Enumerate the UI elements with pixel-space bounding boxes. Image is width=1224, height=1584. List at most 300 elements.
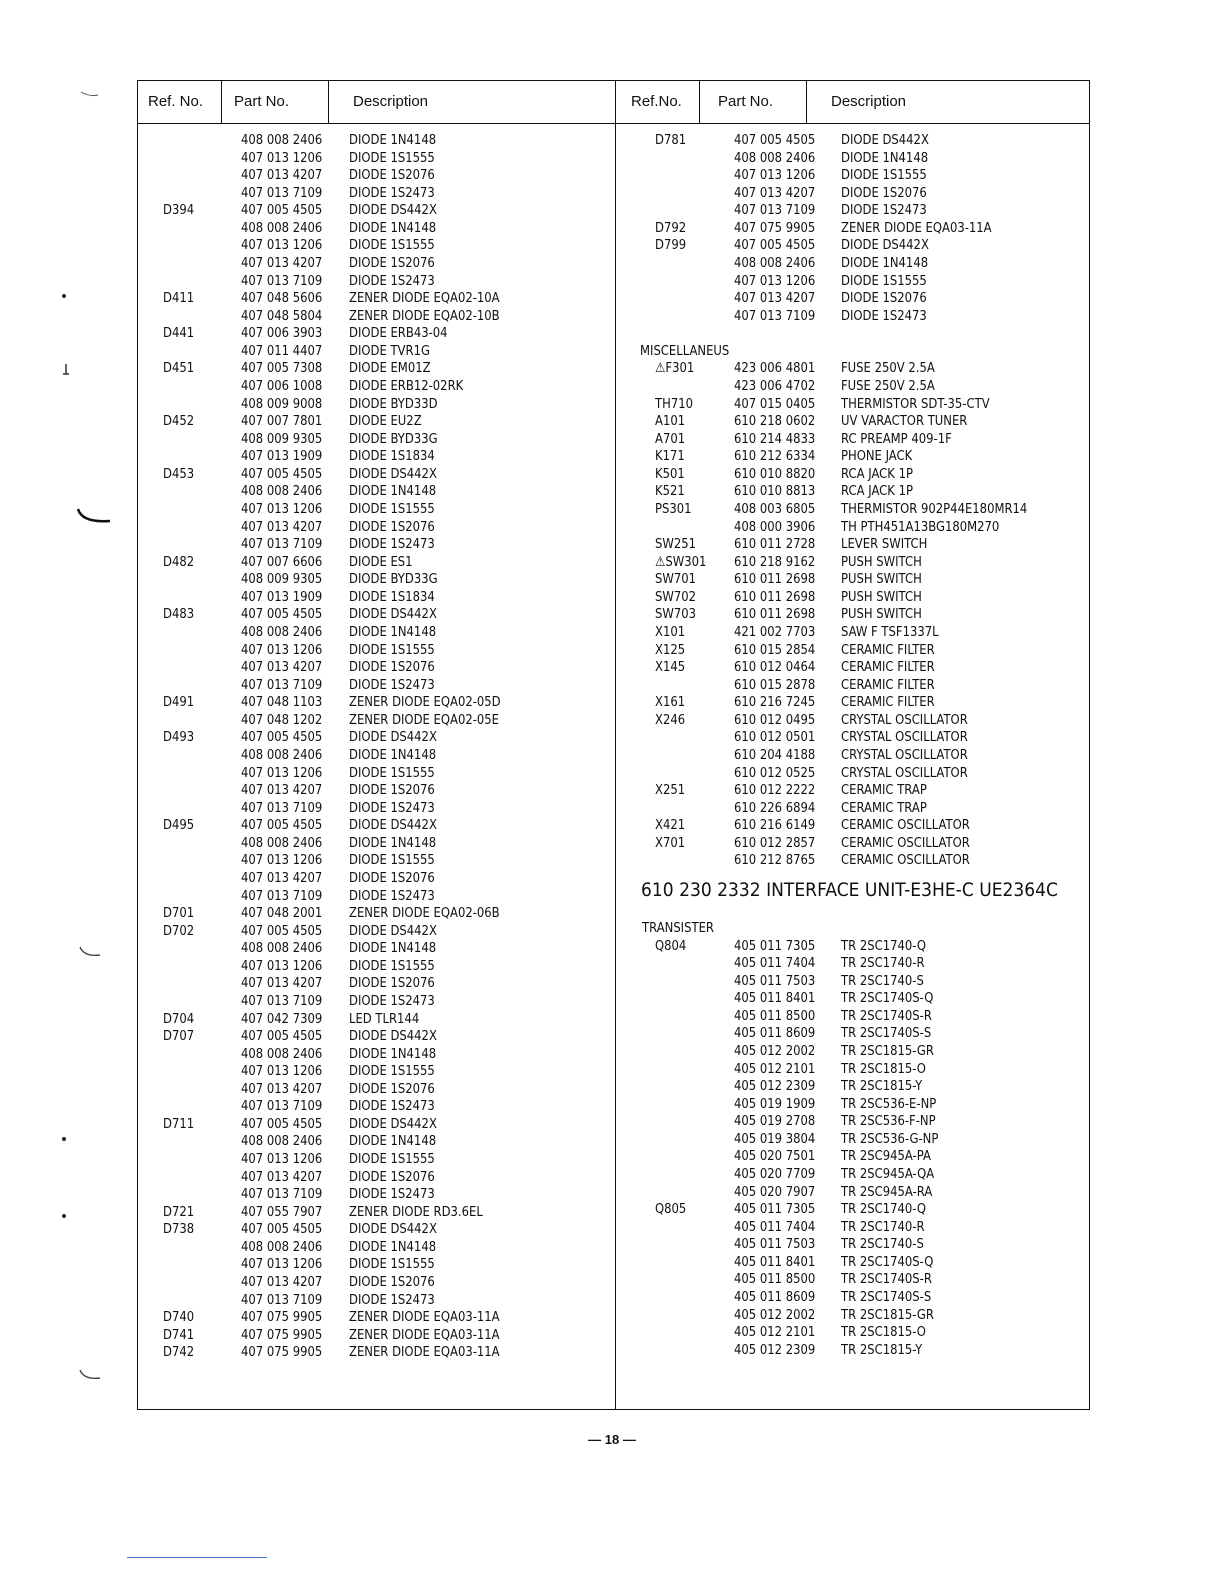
scan-mark — [76, 505, 112, 527]
description-cell: DIODE 1S2076 — [349, 1080, 435, 1097]
ref-no-cell: PS301 — [655, 500, 692, 517]
part-no-cell: 407 005 4505 — [734, 237, 816, 254]
description-cell: TR 2SC945A-QA — [841, 1165, 935, 1182]
ref-no-cell: A101 — [655, 413, 686, 430]
description-cell: UV VARACTOR TUNER — [841, 413, 968, 430]
scan-mark — [80, 90, 100, 100]
ref-no-cell: D394 — [163, 202, 195, 219]
ref-no-cell: SW701 — [655, 571, 697, 588]
description-cell: CRYSTAL OSCILLATOR — [841, 711, 968, 728]
description-cell: ZENER DIODE EQA03-11A — [349, 1344, 500, 1361]
ref-no-cell: X145 — [655, 659, 686, 676]
ref-no-cell: D441 — [163, 325, 195, 342]
description-cell: ZENER DIODE EQA03-11A — [349, 1309, 500, 1326]
header-ref-no: Ref. No. — [148, 93, 204, 110]
description-cell: DIODE 1N4148 — [349, 219, 437, 236]
part-no-cell: 407 013 4207 — [241, 1274, 323, 1291]
description-cell: DIODE 1S1555 — [349, 957, 435, 974]
description-cell: DIODE BYD33G — [349, 571, 438, 588]
description-cell: DIODE 1S2473 — [841, 202, 927, 219]
ref-no-cell: X701 — [655, 834, 686, 851]
part-no-cell: 407 005 4505 — [241, 606, 323, 623]
ref-no-cell: X125 — [655, 641, 686, 658]
ref-no-cell: D452 — [163, 413, 195, 430]
description-cell: DIODE DS442X — [349, 202, 437, 219]
ref-no-cell: D742 — [163, 1344, 195, 1361]
part-no-cell: 407 005 4505 — [241, 1221, 323, 1238]
description-cell: DIODE DS442X — [349, 729, 437, 746]
part-no-cell: 407 013 1909 — [241, 588, 323, 605]
description-cell: DIODE 1S1834 — [349, 588, 435, 605]
description-cell: TR 2SC1740S-S — [841, 1025, 932, 1042]
description-cell: TH PTH451A13BG180M270 — [841, 518, 1000, 535]
part-no-cell: 408 008 2406 — [734, 254, 816, 271]
part-no-cell: 610 216 7245 — [734, 694, 816, 711]
description-cell: LEVER SWITCH — [841, 536, 928, 553]
description-cell: TR 2SC1740S-S — [841, 1288, 932, 1305]
description-cell: DIODE 1S1834 — [349, 448, 435, 465]
part-no-cell: 610 015 2878 — [734, 676, 816, 693]
ref-no-cell: X161 — [655, 694, 686, 711]
ref-no-cell: D483 — [163, 606, 195, 623]
part-no-cell: 405 011 7404 — [734, 1218, 816, 1235]
part-no-cell: 405 011 8609 — [734, 1288, 816, 1305]
description-cell: TR 2SC1815-O — [841, 1324, 926, 1341]
ref-no-cell: D741 — [163, 1326, 195, 1343]
part-no-cell: 407 048 1202 — [241, 711, 323, 728]
header-description: Description — [353, 93, 429, 110]
description-cell: DIODE DS442X — [349, 606, 437, 623]
description-cell: RCA JACK 1P — [841, 483, 913, 500]
part-no-cell: 407 055 7907 — [241, 1203, 323, 1220]
part-no-cell: 407 013 1206 — [241, 641, 323, 658]
description-cell: TR 2SC536-E-NP — [841, 1095, 937, 1112]
description-cell: DIODE DS442X — [349, 1115, 437, 1132]
description-cell: TR 2SC1740S-R — [841, 1007, 932, 1024]
description-cell: DIODE 1S2473 — [349, 184, 435, 201]
part-no-cell: 407 013 7109 — [241, 992, 323, 1009]
description-cell: DIODE DS442X — [349, 1221, 437, 1238]
part-no-cell: 423 006 4702 — [734, 377, 816, 394]
part-no-cell: 405 011 7503 — [734, 972, 816, 989]
description-cell: DIODE 1N4148 — [349, 623, 437, 640]
description-cell: TR 2SC536-F-NP — [841, 1113, 936, 1130]
part-no-cell: 408 008 2406 — [241, 834, 323, 851]
description-cell: TR 2SC1815-Y — [841, 1341, 923, 1358]
ref-no-cell: D781 — [655, 132, 687, 148]
description-cell: CERAMIC TRAP — [841, 799, 927, 816]
ref-no-cell: K521 — [655, 483, 685, 500]
description-cell: DIODE 1S1555 — [841, 167, 927, 184]
part-no-cell: 407 013 7109 — [734, 307, 816, 324]
ref-no-cell: D704 — [163, 1010, 195, 1027]
part-no-cell: 407 013 4207 — [241, 1080, 323, 1097]
part-no-cell: 610 010 8813 — [734, 483, 816, 500]
description-cell: TR 2SC1740-R — [841, 955, 925, 972]
column-divider — [699, 81, 700, 123]
description-cell: DIODE 1S1555 — [349, 149, 435, 166]
part-no-cell: 405 012 2002 — [734, 1042, 816, 1059]
description-cell: DIODE 1N4148 — [349, 483, 437, 500]
part-no-cell: 407 013 7109 — [241, 887, 323, 904]
description-cell: TR 2SC1740-Q — [841, 1201, 927, 1218]
part-no-cell: 408 008 2406 — [241, 746, 323, 763]
part-no-cell: 610 216 6149 — [734, 817, 816, 834]
part-no-cell: 405 011 8401 — [734, 990, 816, 1007]
description-cell: TR 2SC1740-Q — [841, 937, 927, 954]
scan-dot — [60, 1135, 70, 1145]
ref-no-cell: K171 — [655, 448, 685, 465]
description-cell: RC PREAMP 409-1F — [841, 430, 952, 447]
ref-no-cell: D495 — [163, 817, 195, 834]
ref-no-cell: D711 — [163, 1115, 195, 1132]
description-cell: DIODE 1N4148 — [349, 1133, 437, 1150]
part-no-cell: 407 013 4207 — [241, 659, 323, 676]
part-no-cell: 610 012 2222 — [734, 782, 816, 799]
description-cell: DIODE 1S2076 — [349, 518, 435, 535]
part-no-cell: 610 012 0495 — [734, 711, 816, 728]
part-no-cell: 407 013 4207 — [241, 975, 323, 992]
description-cell: DIODE 1S2473 — [349, 1098, 435, 1115]
ref-no-cell: D707 — [163, 1028, 195, 1045]
part-no-cell: 405 011 8500 — [734, 1007, 816, 1024]
part-no-cell: 610 011 2698 — [734, 606, 816, 623]
scan-mark — [78, 1368, 102, 1384]
part-no-cell: 407 006 1008 — [241, 377, 323, 394]
center-divider — [615, 81, 616, 1409]
part-no-cell: 407 013 7109 — [241, 1098, 323, 1115]
scan-dot — [60, 292, 70, 302]
ref-no-cell: X246 — [655, 711, 686, 728]
part-no-cell: 407 013 1206 — [241, 852, 323, 869]
description-cell: DIODE 1N4148 — [349, 940, 437, 957]
description-cell: TR 2SC945A-RA — [841, 1183, 933, 1200]
description-cell: DIODE 1S2076 — [349, 659, 435, 676]
column-divider — [221, 81, 222, 123]
ref-no-cell: D491 — [163, 694, 195, 711]
description-cell: DIODE 1S2473 — [349, 799, 435, 816]
description-cell: DIODE 1S1555 — [349, 852, 435, 869]
part-no-cell: 405 012 2002 — [734, 1306, 816, 1323]
description-cell: ZENER DIODE EQA02-10A — [349, 290, 500, 307]
description-cell: ZENER DIODE EQA03-11A — [841, 219, 992, 236]
description-cell: DIODE ERB43-04 — [349, 325, 448, 342]
part-no-cell: 407 005 7308 — [241, 360, 323, 377]
header-divider — [138, 123, 1089, 124]
part-no-cell: 407 048 1103 — [241, 694, 323, 711]
ref-no-cell: D799 — [655, 237, 687, 254]
ref-no-cell: X421 — [655, 817, 686, 834]
ref-no-cell: D451 — [163, 360, 195, 377]
description-cell: DIODE 1N4148 — [349, 834, 437, 851]
part-no-cell: 405 011 7503 — [734, 1236, 816, 1253]
description-cell: DIODE 1S2076 — [349, 1274, 435, 1291]
part-no-cell: 610 011 2728 — [734, 536, 816, 553]
description-cell: FUSE 250V 2.5A — [841, 377, 935, 394]
description-cell: DIODE ERB12-02RK — [349, 377, 464, 394]
part-no-cell: 407 013 1206 — [241, 957, 323, 974]
part-no-cell: 405 011 7305 — [734, 1201, 816, 1218]
description-cell: DIODE 1S2076 — [841, 184, 927, 201]
ref-no-cell: D721 — [163, 1203, 195, 1220]
description-cell: DIODE 1N4148 — [841, 149, 929, 166]
description-cell: CERAMIC FILTER — [841, 694, 935, 711]
description-cell: DIODE DS442X — [349, 465, 437, 482]
description-cell: TR 2SC536-G-NP — [841, 1130, 939, 1147]
scan-mark — [62, 362, 72, 378]
part-no-cell: 407 006 3903 — [241, 325, 323, 342]
part-no-cell: 407 013 1206 — [241, 500, 323, 517]
part-no-cell: 407 007 7801 — [241, 413, 323, 430]
description-cell: DIODE 1S1555 — [349, 237, 435, 254]
part-no-cell: 407 005 4505 — [241, 922, 323, 939]
description-cell: DIODE DS442X — [349, 922, 437, 939]
section-heading: MISCELLANEUS — [640, 342, 730, 359]
part-no-cell: 407 005 4505 — [241, 817, 323, 834]
part-no-cell: 408 008 2406 — [241, 1238, 323, 1255]
description-cell: ZENER DIODE EQA02-06B — [349, 905, 500, 922]
part-no-cell: 407 005 4505 — [241, 465, 323, 482]
part-no-cell: 610 012 0525 — [734, 764, 816, 781]
part-no-cell: 610 010 8820 — [734, 465, 816, 482]
ref-no-cell: X251 — [655, 782, 686, 799]
description-cell: ZENER DIODE EQA02-05E — [349, 711, 500, 728]
part-no-cell: 408 008 2406 — [734, 149, 816, 166]
scan-dot — [60, 1212, 70, 1222]
description-cell: CERAMIC OSCILLATOR — [841, 834, 970, 851]
part-no-cell: 407 013 1206 — [241, 764, 323, 781]
description-cell: CRYSTAL OSCILLATOR — [841, 764, 968, 781]
ref-no-cell: K501 — [655, 465, 685, 482]
description-cell: DIODE 1S2076 — [349, 167, 435, 184]
description-cell: CERAMIC OSCILLATOR — [841, 852, 970, 869]
ref-no-cell: D701 — [163, 905, 195, 922]
description-cell: RCA JACK 1P — [841, 465, 913, 482]
description-cell: TR 2SC1740S-Q — [841, 1253, 934, 1270]
description-cell: DIODE 1S1555 — [349, 764, 435, 781]
part-no-cell: 407 013 7109 — [241, 184, 323, 201]
part-no-cell: 610 012 0501 — [734, 729, 816, 746]
part-no-cell: 407 013 4207 — [241, 782, 323, 799]
description-cell: ZENER DIODE RD3.6EL — [349, 1203, 483, 1220]
description-cell: DIODE EM01Z — [349, 360, 431, 377]
part-no-cell: 405 019 3804 — [734, 1130, 816, 1147]
description-cell: TR 2SC1740S-Q — [841, 990, 934, 1007]
part-no-cell: 405 012 2101 — [734, 1324, 816, 1341]
ref-no-cell: D738 — [163, 1221, 195, 1238]
column-divider — [806, 81, 807, 123]
description-cell: CERAMIC FILTER — [841, 676, 935, 693]
ref-no-cell: D453 — [163, 465, 195, 482]
part-no-cell: 405 011 8609 — [734, 1025, 816, 1042]
part-no-cell: 610 012 2857 — [734, 834, 816, 851]
description-cell: DIODE 1S2473 — [349, 536, 435, 553]
part-no-cell: 407 013 4207 — [241, 1168, 323, 1185]
part-no-cell: 610 218 9162 — [734, 553, 816, 570]
part-no-cell: 610 214 4833 — [734, 430, 816, 447]
description-cell: TR 2SC1740-S — [841, 1236, 924, 1253]
description-cell: DIODE DS442X — [841, 132, 929, 148]
description-cell: TR 2SC1740S-R — [841, 1271, 932, 1288]
header-ref-no-right: Ref.No. — [631, 93, 682, 110]
page-number: — 18 — — [588, 1432, 636, 1447]
ref-no-cell: D482 — [163, 553, 195, 570]
description-cell: TR 2SC1815-O — [841, 1060, 926, 1077]
part-no-cell: 407 005 4505 — [241, 729, 323, 746]
part-no-cell: 407 013 7109 — [241, 799, 323, 816]
part-no-cell: 405 012 2309 — [734, 1341, 816, 1358]
description-cell: ZENER DIODE EQA02-10B — [349, 307, 500, 324]
description-cell: DIODE 1S2473 — [349, 1186, 435, 1203]
ref-no-cell: SW251 — [655, 536, 697, 553]
part-no-cell: 407 005 4505 — [241, 1028, 323, 1045]
description-cell: DIODE 1S2473 — [349, 272, 435, 289]
description-cell: DIODE 1S2473 — [349, 887, 435, 904]
description-cell: DIODE BYD33D — [349, 395, 438, 412]
description-cell: DIODE 1S2473 — [349, 1291, 435, 1308]
description-cell: DIODE 1N4148 — [349, 1045, 437, 1062]
part-no-cell: 407 013 7109 — [241, 1186, 323, 1203]
description-cell: DIODE 1S2076 — [841, 290, 927, 307]
description-cell: DIODE 1S1555 — [349, 641, 435, 658]
description-cell: DIODE 1S2473 — [841, 307, 927, 324]
description-cell: DIODE 1S2473 — [349, 676, 435, 693]
description-cell: DIODE 1S2076 — [349, 1168, 435, 1185]
description-cell: PUSH SWITCH — [841, 553, 922, 570]
part-no-cell: 407 075 9905 — [241, 1309, 323, 1326]
description-cell: TR 2SC1740-S — [841, 972, 924, 989]
part-no-cell: 408 008 2406 — [241, 1045, 323, 1062]
part-no-cell: 407 075 9905 — [241, 1326, 323, 1343]
description-cell: CERAMIC TRAP — [841, 782, 927, 799]
part-no-cell: 407 005 4505 — [241, 1115, 323, 1132]
part-no-cell: 407 011 4407 — [241, 342, 323, 359]
ref-no-cell: D702 — [163, 922, 195, 939]
part-no-cell: 407 013 7109 — [241, 1291, 323, 1308]
header-description-right: Description — [831, 93, 907, 110]
part-no-cell: 408 000 3906 — [734, 518, 816, 535]
part-no-cell: 421 002 7703 — [734, 623, 816, 640]
description-cell: DIODE 1S2076 — [349, 869, 435, 886]
ref-no-cell: Q804 — [655, 937, 687, 954]
part-no-cell: 407 013 1206 — [241, 237, 323, 254]
description-cell: ZENER DIODE EQA02-05D — [349, 694, 501, 711]
part-no-cell: 610 015 2854 — [734, 641, 816, 658]
part-no-cell: 610 218 0602 — [734, 413, 816, 430]
part-no-cell: 423 006 4801 — [734, 360, 816, 377]
part-no-cell: 407 013 1206 — [241, 1151, 323, 1168]
ref-no-cell: ⚠F301 — [655, 360, 695, 377]
part-no-cell: 407 013 4207 — [241, 869, 323, 886]
description-cell: DIODE TVR1G — [349, 342, 430, 359]
part-no-cell: 610 212 8765 — [734, 852, 816, 869]
ref-no-cell: X101 — [655, 623, 686, 640]
description-cell: DIODE 1S1555 — [841, 272, 927, 289]
description-cell: DIODE DS442X — [841, 237, 929, 254]
part-no-cell: 407 048 5606 — [241, 290, 323, 307]
part-no-cell: 408 008 2406 — [241, 940, 323, 957]
description-cell: CRYSTAL OSCILLATOR — [841, 729, 968, 746]
ref-no-cell: D493 — [163, 729, 195, 746]
part-no-cell: 407 013 4207 — [734, 184, 816, 201]
description-cell: THERMISTOR SDT-35-CTV — [841, 395, 990, 412]
description-cell: DIODE 1S2473 — [349, 992, 435, 1009]
ref-no-cell: SW703 — [655, 606, 697, 623]
description-cell: TR 2SC1815-GR — [841, 1306, 934, 1323]
part-no-cell: 405 019 1909 — [734, 1095, 816, 1112]
part-no-cell: 407 042 7309 — [241, 1010, 323, 1027]
part-no-cell: 407 013 7109 — [241, 272, 323, 289]
part-no-cell: 405 011 8500 — [734, 1271, 816, 1288]
part-no-cell: 407 007 6606 — [241, 553, 323, 570]
description-cell: DIODE 1S1555 — [349, 500, 435, 517]
part-no-cell: 408 008 2406 — [241, 1133, 323, 1150]
part-no-cell: 610 011 2698 — [734, 588, 816, 605]
description-cell: FUSE 250V 2.5A — [841, 360, 935, 377]
part-no-cell: 407 013 1206 — [734, 167, 816, 184]
header-part-no-right: Part No. — [718, 93, 774, 110]
part-no-cell: 405 011 7305 — [734, 937, 816, 954]
part-no-cell: 407 013 7109 — [241, 676, 323, 693]
interface-unit-heading: 610 230 2332 INTERFACE UNIT-E3HE-C UE2364C — [641, 879, 1058, 901]
ref-no-cell: D740 — [163, 1309, 195, 1326]
part-no-cell: 407 048 5804 — [241, 307, 323, 324]
part-no-cell: 408 008 2406 — [241, 219, 323, 236]
part-no-cell: 407 013 1206 — [734, 272, 816, 289]
description-cell: PUSH SWITCH — [841, 571, 922, 588]
description-cell: DIODE 1S1555 — [349, 1256, 435, 1273]
part-no-cell: 408 008 2406 — [241, 132, 323, 148]
part-no-cell: 408 009 9008 — [241, 395, 323, 412]
description-cell: TR 2SC945A-PA — [841, 1148, 931, 1165]
description-cell: CERAMIC FILTER — [841, 641, 935, 658]
ref-no-cell: A701 — [655, 430, 686, 447]
ref-no-cell: TH710 — [655, 395, 693, 412]
part-no-cell: 407 013 4207 — [241, 254, 323, 271]
part-no-cell: 408 003 6805 — [734, 500, 816, 517]
description-cell: DIODE DS442X — [349, 1028, 437, 1045]
description-cell: DIODE 1N4148 — [841, 254, 929, 271]
part-no-cell: 610 226 6894 — [734, 799, 816, 816]
part-no-cell: 407 075 9905 — [241, 1344, 323, 1361]
part-no-cell: 405 011 7404 — [734, 955, 816, 972]
ref-no-cell: Q805 — [655, 1201, 687, 1218]
scan-line — [127, 1557, 267, 1558]
part-no-cell: 407 013 7109 — [734, 202, 816, 219]
part-no-cell: 405 020 7709 — [734, 1165, 816, 1182]
description-cell: DIODE 1N4148 — [349, 1238, 437, 1255]
description-cell: THERMISTOR 902P44E180MR14 — [841, 500, 1028, 517]
description-cell: SAW F TSF1337L — [841, 623, 939, 640]
part-no-cell: 610 011 2698 — [734, 571, 816, 588]
part-no-cell: 405 020 7501 — [734, 1148, 816, 1165]
part-no-cell: 405 012 2309 — [734, 1078, 816, 1095]
header-part-no: Part No. — [234, 93, 290, 110]
description-cell: DIODE BYD33G — [349, 430, 438, 447]
part-no-cell: 407 013 1909 — [241, 448, 323, 465]
part-no-cell: 407 013 4207 — [734, 290, 816, 307]
description-cell: PUSH SWITCH — [841, 606, 922, 623]
part-no-cell: 408 008 2406 — [241, 623, 323, 640]
description-cell: DIODE 1S2076 — [349, 975, 435, 992]
part-no-cell: 405 012 2101 — [734, 1060, 816, 1077]
part-no-cell: 408 009 9305 — [241, 430, 323, 447]
description-cell: CERAMIC OSCILLATOR — [841, 817, 970, 834]
part-no-cell: 407 013 4207 — [241, 518, 323, 535]
description-cell: PUSH SWITCH — [841, 588, 922, 605]
description-cell: DIODE 1S1555 — [349, 1151, 435, 1168]
description-cell: LED TLR144 — [349, 1010, 420, 1027]
